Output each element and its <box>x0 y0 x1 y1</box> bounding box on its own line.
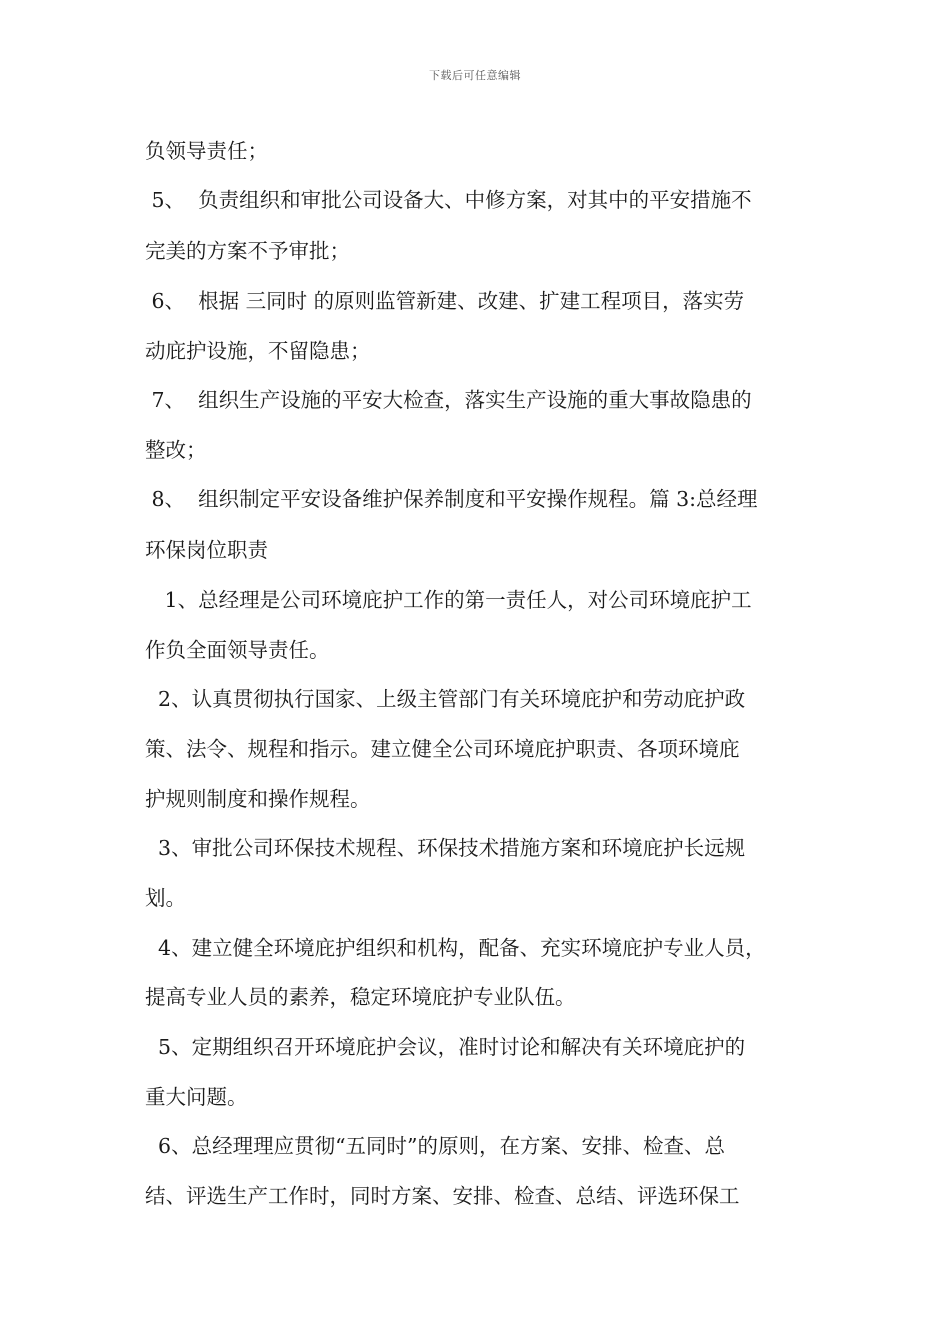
text-line: 护规则制度和操作规程。 <box>145 787 371 811</box>
text-line: 6、总经理理应贯彻“五同时”的原则，在方案、安排、检查、总 <box>145 1134 726 1158</box>
text-line: 5、定期组织召开环境庇护会议，准时讨论和解决有关环境庇护的 <box>145 1035 746 1059</box>
text-line: 整改； <box>145 438 207 462</box>
text-line: 2、认真贯彻执行国家、上级主管部门有关环境庇护和劳动庇护政 <box>145 687 746 711</box>
text-line: 环保岗位职责 <box>145 538 268 562</box>
text-line: 6、 根据 三同时 的原则监管新建、改建、扩建工程项目，落实劳 <box>145 289 745 313</box>
text-line: 动庇护设施，不留隐患； <box>145 339 371 363</box>
text-line: 作负全面领导责任。 <box>145 638 330 662</box>
text-line: 结、评选生产工作时，同时方案、安排、检查、总结、评选环保工 <box>145 1184 740 1208</box>
text-line: 策、法令、规程和指示。建立健全公司环境庇护职责、各项环境庇 <box>145 737 740 761</box>
text-line: 完美的方案不予审批； <box>145 239 350 263</box>
text-line: 4、建立健全环境庇护组织和机构，配备、充实环境庇护专业人员， <box>145 936 766 960</box>
text-line: 7、 组织生产设施的平安大检查，落实生产设施的重大事故隐患的 <box>145 388 752 412</box>
text-line: 3、审批公司环保技术规程、环保技术措施方案和环境庇护长远规 <box>145 836 746 860</box>
text-line: 重大问题。 <box>145 1085 248 1109</box>
text-line: 1、总经理是公司环境庇护工作的第一责任人，对公司环境庇护工 <box>145 588 752 612</box>
text-line: 8、 组织制定平安设备维护保养制度和平安操作规程。篇 3:总经理 <box>145 487 758 511</box>
text-line: 提高专业人员的素养，稳定环境庇护专业队伍。 <box>145 985 576 1009</box>
text-line: 5、 负责组织和审批公司设备大、中修方案，对其中的平安措施不 <box>145 188 752 212</box>
page-header: 下载后可任意编辑 <box>429 69 521 82</box>
text-line: 划。 <box>145 886 186 910</box>
text-line: 负领导责任； <box>145 139 268 163</box>
